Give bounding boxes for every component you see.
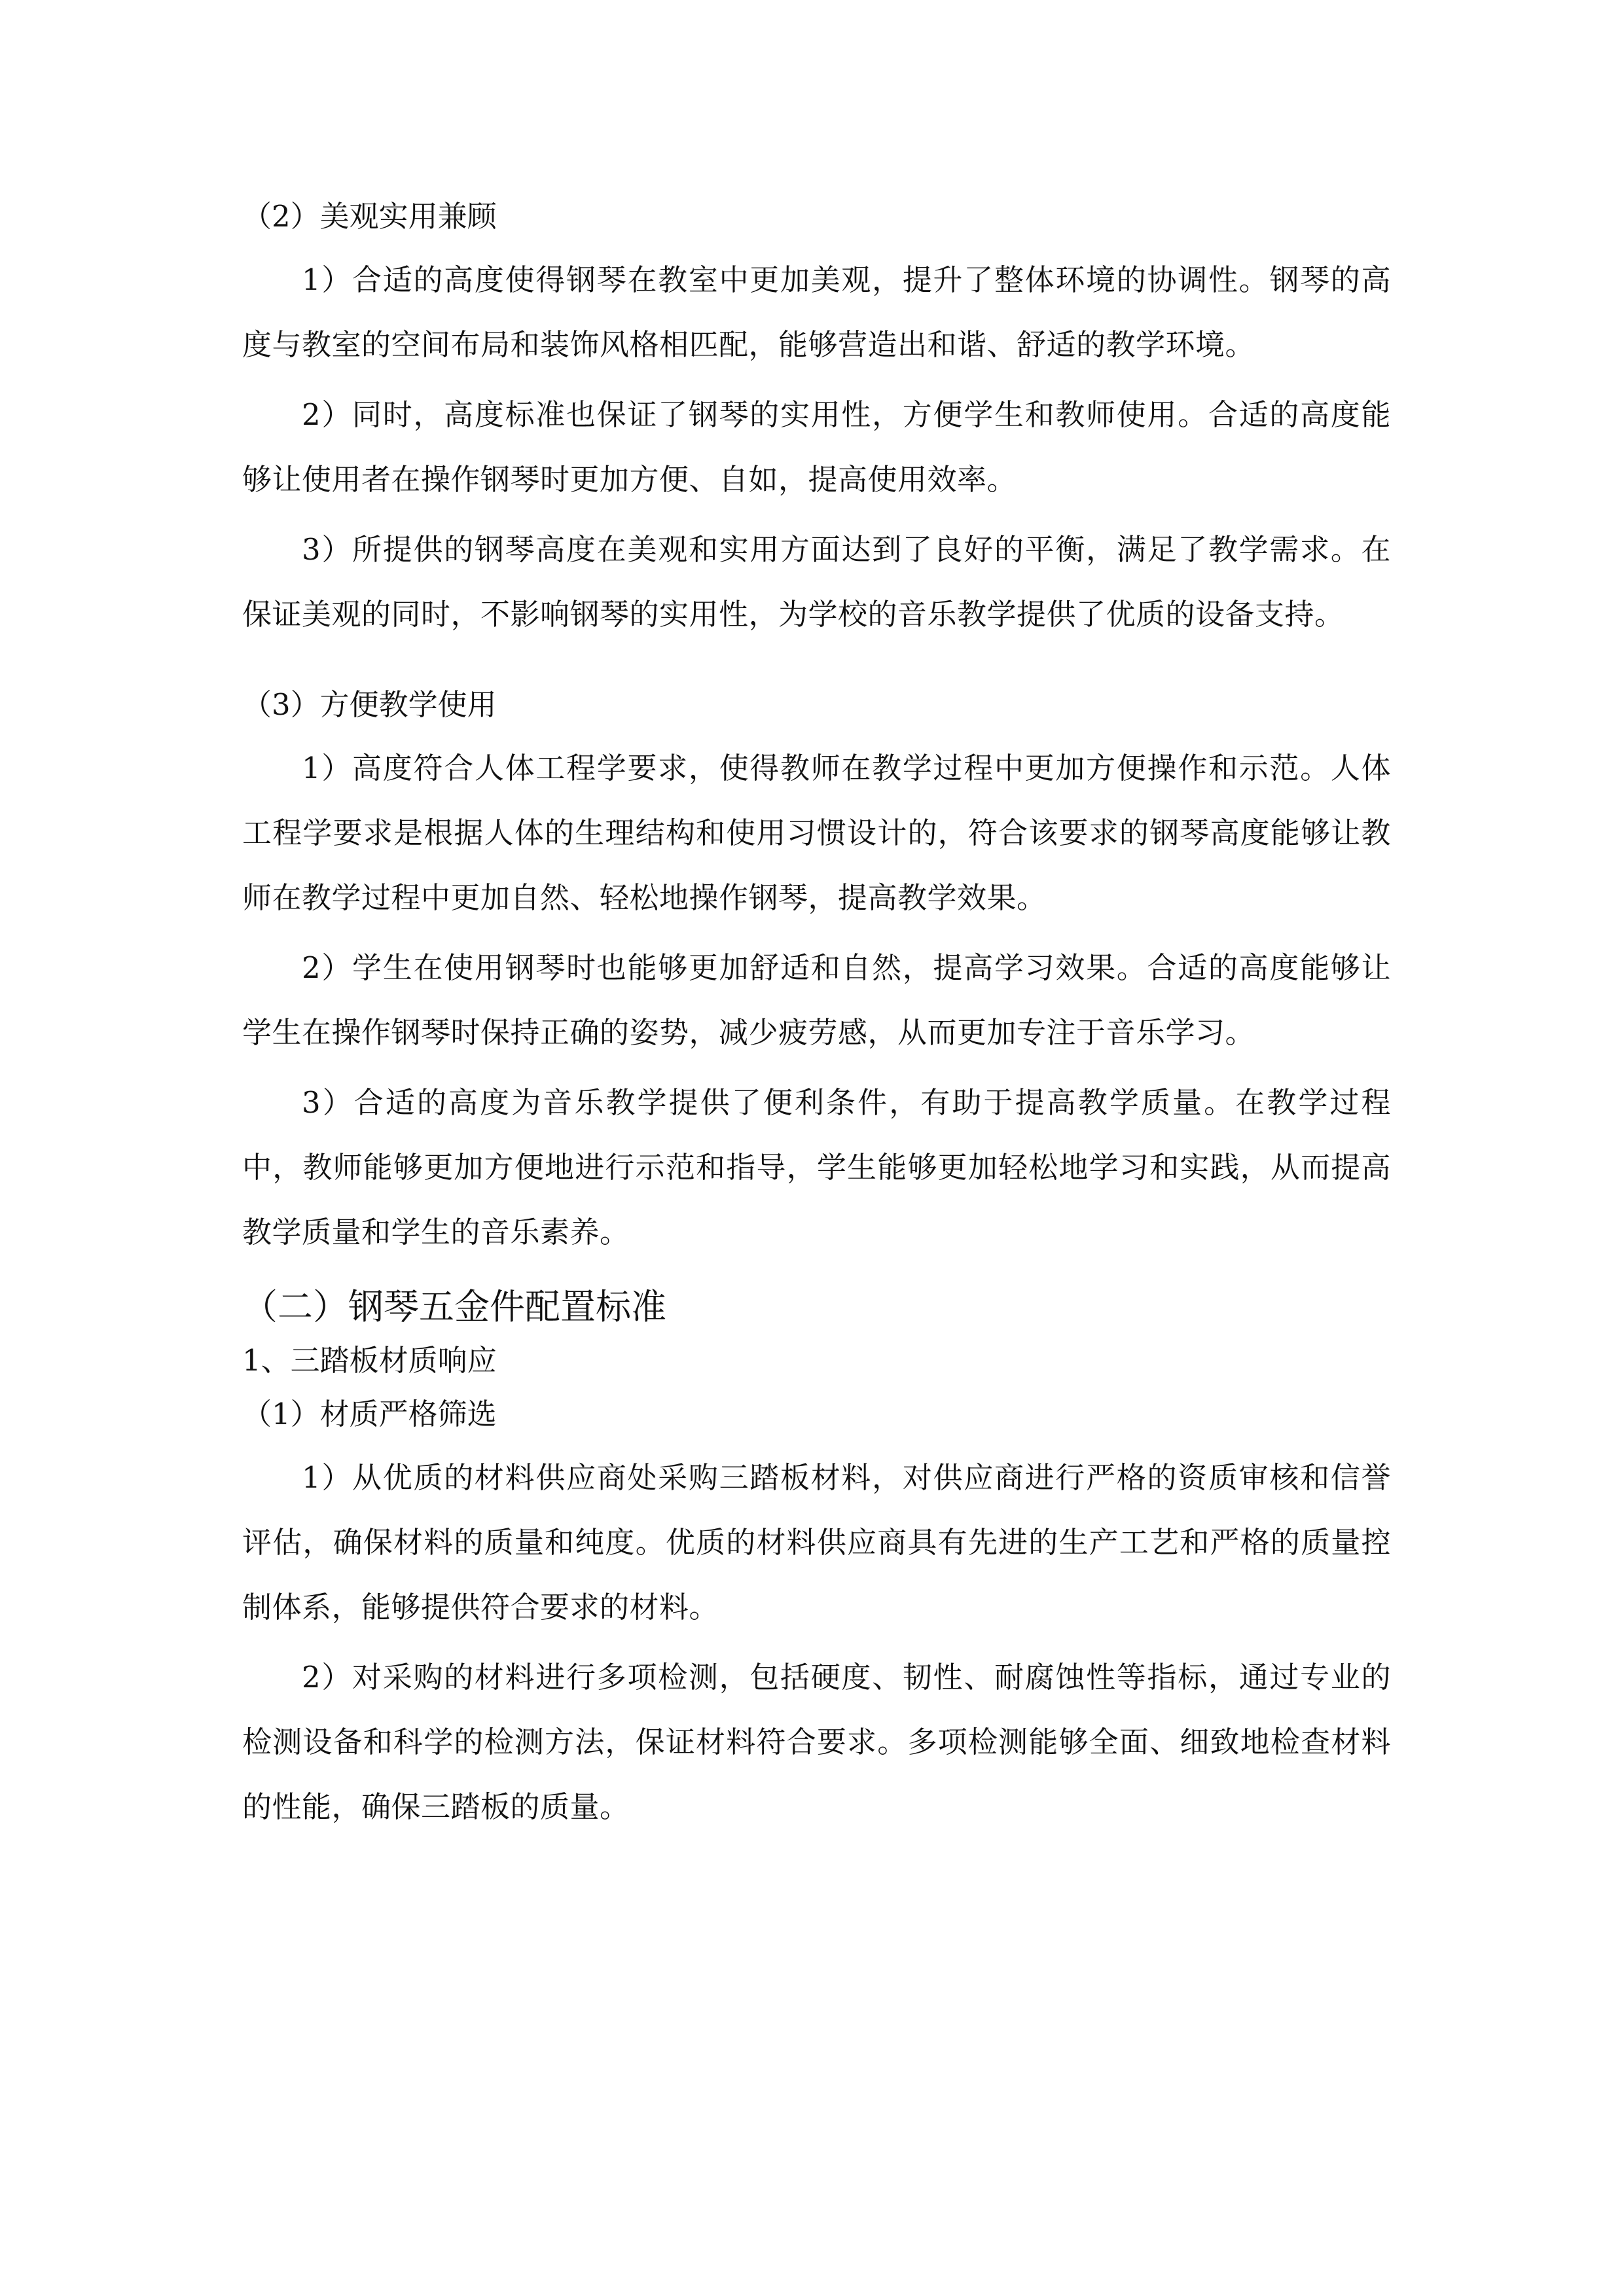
paragraph: 1）合适的高度使得钢琴在教室中更加美观，提升了整体环境的协调性。钢琴的高度与教室的空间布局和装饰风格相匹配，能够营造出和谐、舒适的教学环境。 (242, 262, 1391, 362)
chapter-heading-hardware-standard: （二）钢琴五金件配置标准 (242, 1286, 666, 1327)
section-heading-teaching-use: （3）方便教学使用 (242, 687, 497, 722)
paragraph: 2）对采购的材料进行多项检测，包括硬度、韧性、耐腐蚀性等指标，通过专业的检测设备和科学的检测方法，保证材料符合要求。多项检测能够全面、细致地检查材料的性能，确保三踏板的质量。 (242, 1660, 1391, 1824)
paragraph: 2）学生在使用钢琴时也能够更加舒适和自然，提高学习效果。合适的高度能够让学生在操作钢琴时保持正确的姿势，减少疲劳感，从而更加专注于音乐学习。 (242, 950, 1391, 1050)
item-heading-material-screening: （1）材质严格筛选 (242, 1397, 497, 1431)
page-content (242, 194, 1391, 1844)
subsection-heading-pedal-material: 1、三踏板材质响应 (242, 1343, 497, 1378)
paragraph: 3）合适的高度为音乐教学提供了便利条件，有助于提高教学质量。在教学过程中，教师能够更加方便地进行示范和指导，学生能够更加轻松地学习和实践，从而提高教学质量和学生的音乐素养。 (242, 1085, 1391, 1249)
paragraph: 1）从优质的材料供应商处采购三踏板材料，对供应商进行严格的资质审核和信誉评估，确保材料的质量和纯度。优质的材料供应商具有先进的生产工艺和严格的质量控制体系，能够提供符合要求的材料。 (242, 1460, 1391, 1624)
section-spacer (242, 652, 1391, 682)
paragraph: 1）高度符合人体工程学要求，使得教师在教学过程中更加方便操作和示范。人体工程学要求是根据人体的生理结构和使用习惯设计的，符合该要求的钢琴高度能够让教师在教学过程中更加自然、轻松地操作钢琴，提高教学效果。 (242, 751, 1391, 915)
section-heading-aesthetic-practical: （2）美观实用兼顾 (242, 199, 497, 234)
paragraph: 3）所提供的钢琴高度在美观和实用方面达到了良好的平衡，满足了教学需求。在保证美观的同时，不影响钢琴的实用性，为学校的音乐教学提供了优质的设备支持。 (242, 532, 1391, 632)
paragraph: 2）同时，高度标准也保证了钢琴的实用性，方便学生和教师使用。合适的高度能够让使用者在操作钢琴时更加方便、自如，提高使用效率。 (242, 397, 1391, 497)
